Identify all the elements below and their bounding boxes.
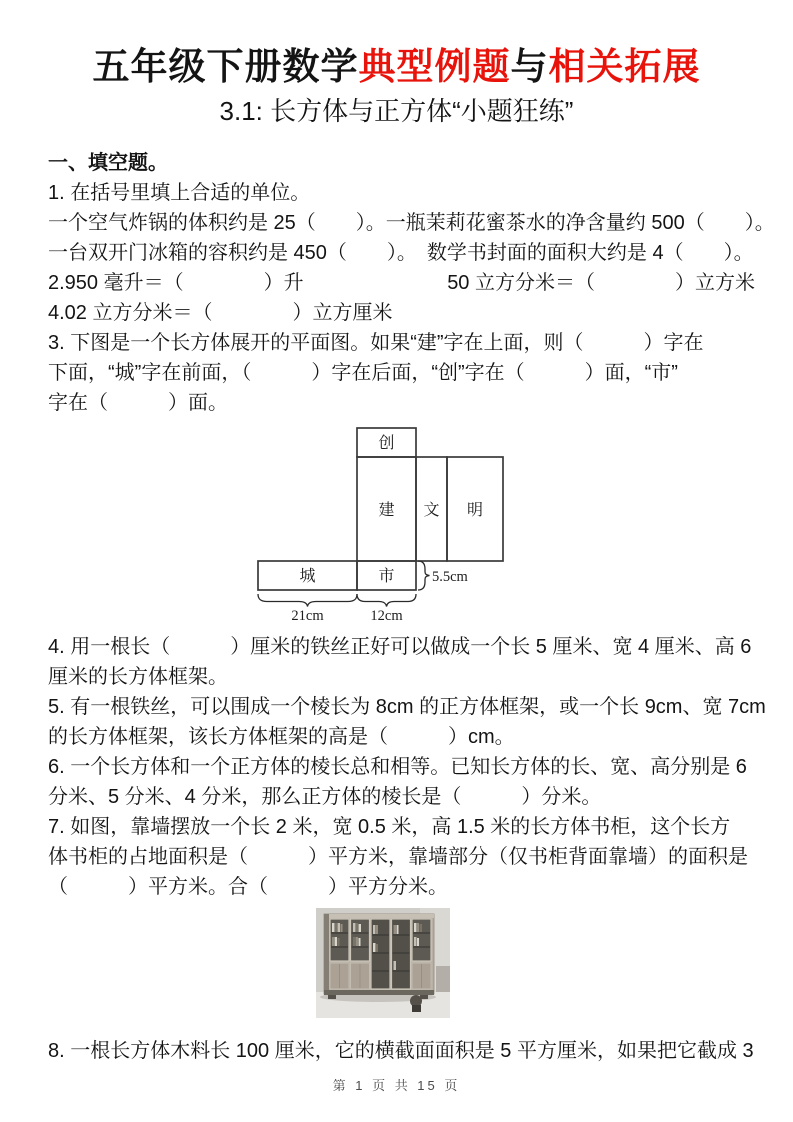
net-dim-height-label: 5.5cm	[432, 569, 468, 585]
net-face-front-label: 建	[378, 502, 395, 519]
net-dim-width-label: 21cm	[291, 608, 324, 622]
question-7-line-3: （ ）平方米。合（ ）平方分米。	[48, 876, 448, 898]
question-2-line-1	[48, 268, 755, 298]
brace-21cm	[258, 594, 357, 607]
net-face-right-label: 文	[423, 502, 440, 519]
page-title	[0, 0, 793, 90]
title-red-1: 典型例题	[358, 46, 511, 87]
section-heading: 一、填空题。	[48, 152, 168, 174]
question-2-left: 2.950 毫升＝（ ）升	[48, 272, 304, 294]
question-5-line-1: 5. 有一根铁丝，可以围成一个棱长为 8cm 的正方体框架，或一个长 9cm、宽 7cm	[48, 696, 766, 718]
question-2-right: 50 立方分米＝（ ）立方米	[447, 272, 755, 294]
question-8-line-1: 8. 一根长方体木料长 100 厘米，它的横截面面积是 5 平方厘米，如果把它截成 3	[48, 1040, 754, 1062]
page-subtitle: 3.1: 长方体与正方体“小题狂练”	[219, 96, 574, 126]
title-black-2: 与	[510, 46, 549, 87]
box-net-svg	[255, 424, 507, 622]
question-1-line-1: 1. 在括号里填上合适的单位。	[48, 182, 311, 204]
question-5-line-2: 的长方体框架，该长方体框架的高是（ ）cm。	[48, 726, 515, 748]
net-face-left-label: 城	[299, 568, 316, 585]
title-red-2: 相关拓展	[548, 46, 701, 87]
question-6-line-1: 6. 一个长方体和一个正方体的棱长总和相等。已知长方体的长、宽、高分别是 6	[48, 756, 747, 778]
question-2-line-2: 4.02 立方分米＝（ ）立方厘米	[48, 302, 393, 324]
bookcase-photo	[316, 908, 450, 1018]
question-3-line-2: 下面，“城”字在前面，（ ）字在后面，“创”字在（ ）面，“市”	[48, 362, 678, 384]
question-3-line-3: 字在（ ）面。	[48, 392, 228, 414]
question-1-line-2: 一个空气炸锅的体积约是 25（ ）。一瓶茉莉花蜜茶水的净含量约 500（ ）。	[48, 212, 775, 234]
net-face-top-flap-label: 创	[378, 435, 395, 452]
brace-12cm	[357, 594, 416, 607]
question-7-line-1: 7. 如图，靠墙摆放一个长 2 米，宽 0.5 米，高 1.5 米的长方体书柜，这个长方	[48, 816, 731, 838]
net-face-back-label: 明	[466, 502, 484, 519]
net-dim-depth-label: 12cm	[370, 608, 403, 622]
question-4-line-2: 厘米的长方体框架。	[48, 666, 228, 688]
net-face-bottom-label: 市	[378, 568, 395, 585]
bookcase-photo-svg	[316, 908, 450, 1018]
question-6-line-2: 分米、5 分米、4 分米，那么正方体的棱长是（ ）分米。	[48, 786, 602, 808]
question-3-line-1: 3. 下图是一个长方体展开的平面图。如果“建”字在上面，则（ ）字在	[48, 332, 704, 354]
page-footer: 第 1 页 共 15 页	[332, 1078, 461, 1093]
box-net-diagram	[255, 424, 507, 622]
question-7-line-2: 体书柜的占地面积是（ ）平方米，靠墙部分（仅书柜背面靠墙）的面积是	[48, 846, 748, 868]
title-black-1: 五年级下册数学	[92, 46, 359, 87]
brace-5-5cm	[418, 561, 430, 590]
question-1-line-3: 一台双开门冰箱的容积约是 450（ ）。 数学书封面的面积大约是 4（ ）。	[48, 242, 754, 264]
question-4-line-1: 4. 用一根长（ ）厘米的铁丝正好可以做成一个长 5 厘米、宽 4 厘米、高 6	[48, 636, 752, 658]
worksheet-body	[48, 148, 775, 1066]
